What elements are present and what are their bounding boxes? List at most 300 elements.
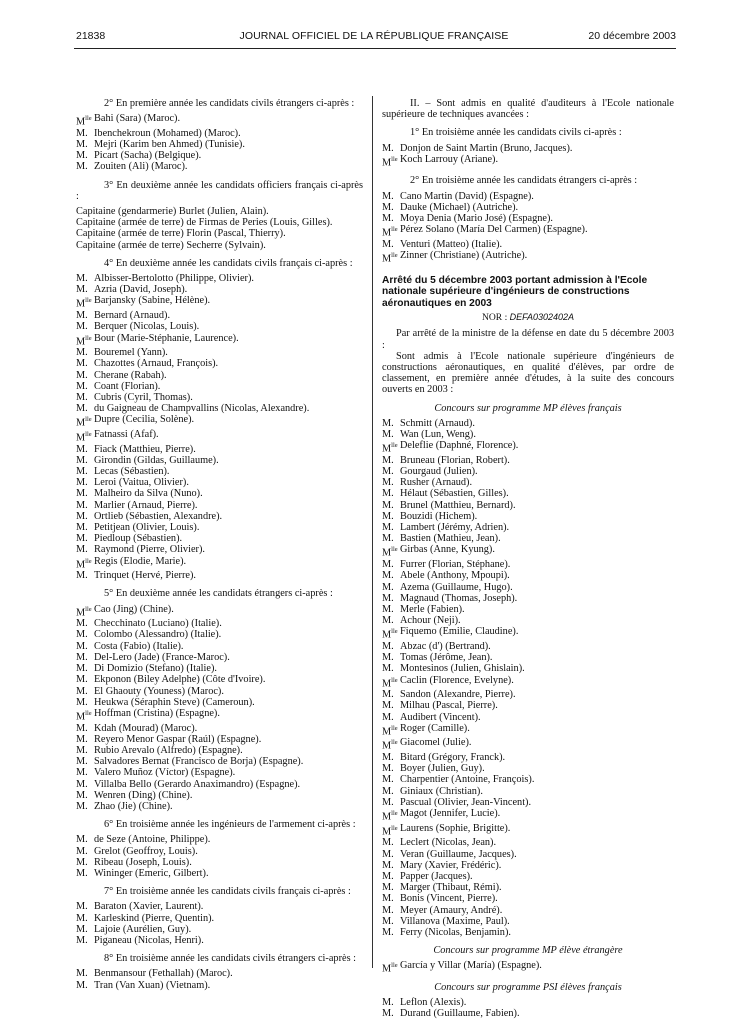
list-item	[382, 808, 674, 823]
person-name: Bitard (Grégory, Franck).	[400, 752, 506, 764]
civility-title: M.	[76, 533, 88, 545]
list-item	[76, 139, 363, 150]
person-name: Salvadores Bernat (Francisco de Borja) (Espagne).	[94, 756, 304, 768]
civility-title: M.	[382, 711, 394, 723]
civility-title: M.	[382, 1008, 394, 1020]
civility-title: M.	[382, 926, 394, 938]
list-item	[382, 1008, 674, 1019]
person-name: Picart (Sacha) (Belgique).	[94, 150, 202, 162]
civility-title: M.	[382, 615, 394, 627]
person-name: Villalba Bello (Gerardo Anaximandro) (Espagne).	[94, 778, 301, 790]
person-name: Ortlieb (Sébastien, Alexandre).	[94, 510, 223, 522]
civility-title: M.	[76, 722, 88, 734]
civility-title: M.	[76, 284, 88, 296]
civility-title: M.	[76, 273, 88, 285]
civility-title: M.	[76, 347, 88, 359]
civility-title: M.	[76, 618, 88, 630]
list-item	[382, 418, 674, 429]
list-item	[76, 857, 363, 868]
civility-title: M.	[76, 570, 88, 582]
person-name: Hoffman (Cristina) (Espagne).	[94, 707, 220, 719]
person-name: Zouiten (Ali) (Maroc).	[94, 161, 188, 173]
person-name: Wininger (Emeric, Gilbert).	[94, 867, 209, 879]
person-name: Ibenchekroun (Mohamed) (Maroc).	[94, 127, 241, 139]
civility-title: M.	[382, 689, 394, 701]
list-item	[76, 779, 363, 790]
person-name: Pérez Solano (María Del Carmen) (Espagne).	[400, 224, 588, 236]
person-name: Valero Muñoz (Víctor) (Espagne).	[94, 767, 236, 779]
list-item	[382, 544, 674, 559]
person-name: Bernard (Arnaud).	[94, 310, 171, 322]
person-name: Boyer (Julien, Guy).	[400, 763, 485, 775]
civility-title: M.	[76, 139, 88, 151]
list-item	[382, 582, 674, 593]
person-name: Marlier (Arnaud, Pierre).	[94, 499, 198, 511]
person-name: Leclert (Nicolas, Jean).	[400, 837, 497, 849]
civility-title: M.	[382, 652, 394, 664]
civility-title: M.	[76, 161, 88, 173]
list-item	[382, 797, 674, 808]
person-name: Ferry (Nicolas, Benjamin).	[400, 926, 511, 938]
civility-title: M.	[76, 454, 88, 466]
civility-title: M.	[382, 417, 394, 429]
civility-title: $M^{lle}$	[382, 810, 398, 823]
civility-title: M.	[76, 934, 88, 946]
list-item	[76, 161, 363, 172]
person-name: Tomas (Jérôme, Jean).	[400, 652, 493, 664]
person-name: Trinquet (Hervé, Pierre).	[94, 570, 196, 582]
person-name: Albisser-Bertolotto (Philippe, Olivier).	[94, 273, 254, 285]
person-name: Donjon de Saint Martin (Bruno, Jacques).	[400, 142, 573, 154]
civility-title: M.	[382, 763, 394, 775]
civility-title: M.	[76, 499, 88, 511]
list-item	[76, 674, 363, 685]
list-item	[76, 347, 363, 358]
civility-title: $M^{lle}$	[76, 430, 92, 444]
section-heading: Concours sur programme MP élèves français	[434, 402, 622, 414]
person-name: Giacomel (Julie).	[400, 737, 472, 749]
civility-title: M.	[76, 767, 88, 779]
person-name: Meyer (Amaury, André).	[400, 904, 503, 916]
list-item	[76, 723, 363, 734]
person-name: Abzac (d') (Bertrand).	[400, 640, 491, 652]
civility-title: M.	[76, 522, 88, 534]
list-item	[76, 403, 363, 414]
civility-title: $M^{lle}$	[382, 739, 398, 752]
person-name: Cherane (Rabah).	[94, 369, 167, 381]
civility-title: M.	[382, 997, 394, 1009]
civility-title: M.	[382, 533, 394, 545]
list-item	[76, 429, 363, 444]
person-name: Chazottes (Arnaud, François).	[94, 358, 219, 370]
civility-title: M.	[382, 603, 394, 615]
civility-title: $M^{lle}$	[76, 557, 92, 571]
civility-title: M.	[382, 893, 394, 905]
civility-title: M.	[382, 774, 394, 786]
list-item	[76, 370, 363, 381]
civility-title: M.	[76, 663, 88, 675]
civility-title: M.	[76, 674, 88, 686]
list-item	[76, 392, 363, 403]
list-item	[382, 213, 674, 224]
person-name: Tran (Van Xuan) (Vietnam).	[94, 979, 211, 991]
person-name: Venturi (Matteo) (Italie).	[400, 238, 503, 250]
civility-title: M.	[76, 369, 88, 381]
list-item	[382, 723, 674, 738]
journal-title: JOURNAL OFFICIEL DE LA RÉPUBLIQUE FRANÇAISE	[239, 30, 509, 42]
person-name: Magot (Jennifer, Lucie).	[400, 808, 501, 820]
list-item	[76, 686, 363, 697]
list-item	[382, 559, 674, 570]
person-name: Piganeau (Nicolas, Henri).	[94, 934, 204, 946]
civility-title: M.	[76, 477, 88, 489]
nor-label: NOR :	[481, 312, 508, 324]
list-item	[382, 604, 674, 615]
civility-title: M.	[76, 856, 88, 868]
person-name: Magnaud (Thomas, Joseph).	[400, 592, 518, 604]
person-name: Lajoie (Aurélien, Guy).	[94, 923, 192, 935]
list-item	[76, 273, 363, 284]
person-name: Cubris (Cyril, Thomas).	[94, 391, 193, 403]
civility-title: M.	[382, 522, 394, 534]
person-name: Pascual (Olivier, Jean-Vincent).	[400, 796, 532, 808]
page-number: 21838	[76, 30, 106, 42]
auditeurs-intro: II. – Sont admis en qualité d'auditeurs à l'Ecole nationale supérieure de techniques avancées :	[382, 98, 674, 121]
list-item	[76, 570, 363, 581]
civility-title: M.	[76, 391, 88, 403]
list-item	[382, 593, 674, 604]
list-item	[382, 191, 674, 202]
list-item	[76, 790, 363, 801]
person-name: Sandon (Alexandre, Pierre).	[400, 689, 516, 701]
list-item	[382, 522, 674, 533]
list-item	[76, 310, 363, 321]
person-name: Bouremel (Yann).	[94, 347, 168, 359]
civility-title: M.	[382, 190, 394, 202]
section-heading: 4° En deuxième année les candidats civils français ci-après :	[104, 257, 353, 269]
list-item	[76, 511, 363, 522]
person-name: Rubio Arevalo (Alfredo) (Espagne).	[94, 744, 243, 756]
list-item	[382, 455, 674, 466]
list-item	[76, 846, 363, 857]
civility-title: M.	[76, 629, 88, 641]
list-item	[382, 626, 674, 641]
civility-title: M.	[76, 321, 88, 333]
left-column	[76, 98, 363, 991]
person-name: Dauke (Michael) (Autriche).	[400, 201, 519, 213]
list-item	[76, 488, 363, 499]
list-item	[382, 615, 674, 626]
civility-title: M.	[76, 800, 88, 812]
person-name: Azria (David, Joseph).	[94, 284, 188, 296]
person-name: Kdah (Mourad) (Maroc).	[94, 722, 198, 734]
page-header	[0, 30, 748, 46]
civility-title: M.	[382, 663, 394, 675]
list-item	[382, 154, 674, 169]
person-name: Piedloup (Sébastien).	[94, 533, 183, 545]
list-item	[76, 980, 363, 991]
list-item	[382, 689, 674, 700]
list-item	[382, 849, 674, 860]
person-name: Giniaux (Christian).	[400, 785, 483, 797]
civility-title: M.	[76, 733, 88, 745]
list-item	[76, 924, 363, 935]
person-name: Benmansour (Fethallah) (Maroc).	[94, 968, 233, 980]
section-heading: 1° En troisième année les candidats civils ci-après :	[410, 127, 622, 139]
person-name: Bonis (Vincent, Pierre).	[400, 893, 498, 905]
person-name: Lambert (Jérémy, Adrien).	[400, 522, 510, 534]
civility-title: $M^{lle}$	[382, 962, 398, 975]
civility-title: M.	[76, 150, 88, 162]
civility-title: M.	[382, 559, 394, 571]
column-separator	[372, 96, 373, 968]
list-item	[382, 960, 674, 975]
list-item	[382, 224, 674, 239]
section-heading: 8° En troisième année les candidats civils étrangers ci-après :	[104, 953, 357, 965]
civility-title: M.	[382, 785, 394, 797]
person-name: Gourgaud (Julien).	[400, 466, 478, 478]
civility-title: M.	[382, 142, 394, 154]
civility-title: $M^{lle}$	[76, 709, 92, 723]
person-name: Montesinos (Julien, Ghislain).	[400, 663, 525, 675]
civility-title: M.	[76, 651, 88, 663]
person-name: Ribeau (Joseph, Louis).	[94, 856, 192, 868]
civility-title: M.	[76, 744, 88, 756]
person-name: Marger (Thibaut, Rémi).	[400, 882, 502, 894]
person-name: García y Villar (María) (Espagne).	[400, 960, 542, 972]
civility-title: $M^{lle}$	[76, 334, 92, 347]
list-item	[382, 774, 674, 785]
list-item	[382, 202, 674, 213]
civility-title: M.	[382, 499, 394, 511]
civility-title: M.	[76, 756, 88, 768]
civility-title: $M^{lle}$	[382, 546, 398, 559]
person-name: Mejri (Karim ben Ahmed) (Tunisie).	[94, 139, 245, 151]
list-item	[76, 321, 363, 332]
list-item	[76, 295, 363, 310]
person-name: Berquer (Nicolas, Louis).	[94, 321, 200, 333]
civility-title: M.	[76, 979, 88, 991]
list-item	[382, 712, 674, 723]
civility-title: $M^{lle}$	[76, 416, 92, 429]
list-item	[382, 641, 674, 652]
list-item	[76, 544, 363, 555]
civility-title: M.	[382, 429, 394, 441]
civility-title: M.	[382, 581, 394, 593]
civility-title: M.	[76, 912, 88, 924]
list-item	[76, 414, 363, 429]
section-heading: Concours sur programme MP élève étrangère	[433, 945, 623, 957]
section-heading: 2° En première année les candidats civils étrangers ci-après :	[104, 98, 355, 109]
civility-title: $M^{lle}$	[382, 676, 398, 689]
section-heading: Concours sur programme PSI élèves français	[434, 981, 622, 993]
civility-title: M.	[76, 845, 88, 857]
person-name: Merle (Fabien).	[400, 603, 465, 615]
person-name: Baraton (Xavier, Laurent).	[94, 901, 204, 913]
nor-code: DEFA0302402A	[509, 312, 575, 323]
civility-title: M.	[382, 477, 394, 489]
person-name: Laurens (Sophie, Brigitte).	[400, 822, 511, 834]
person-name: Del-Lero (Jade) (France-Maroc).	[94, 651, 230, 663]
person-name: Durand (Guillaume, Fabien).	[400, 1008, 520, 1020]
list-item	[76, 604, 363, 619]
list-item	[382, 488, 674, 499]
civility-title: M.	[382, 859, 394, 871]
person-name: Veran (Guillaume, Jacques).	[400, 848, 517, 860]
civility-title: $M^{lle}$	[76, 115, 92, 128]
person-name: Abele (Anthony, Mpoupi).	[400, 570, 510, 582]
list-item	[382, 675, 674, 690]
person-name: Colombo (Alessandro) (Italie).	[94, 629, 222, 641]
civility-title: M.	[76, 380, 88, 392]
list-item	[76, 358, 363, 369]
list-item	[382, 500, 674, 511]
civility-title: M.	[76, 488, 88, 500]
civility-title: $M^{lle}$	[382, 628, 398, 641]
person-name: du Gaigneau de Champvallins (Nicolas, Alexandre).	[94, 403, 310, 415]
list-item	[76, 935, 363, 946]
section-heading: 7° En troisième année les candidats civils français ci-après :	[104, 886, 351, 898]
civility-title: M.	[382, 238, 394, 250]
person-name: Regis (Elodie, Marie).	[94, 555, 187, 567]
person-name: Heukwa (Séraphin Steve) (Cameroun).	[94, 696, 255, 708]
person-name: Lecas (Sébastien).	[94, 466, 170, 477]
civility-title: M.	[76, 310, 88, 322]
person-name: Fatnassi (Afaf).	[94, 428, 159, 440]
person-name: Bastien (Mathieu, Jean).	[400, 533, 501, 545]
list-item	[382, 837, 674, 848]
list-item	[76, 801, 363, 812]
person-name: Roger (Camille).	[400, 722, 470, 734]
section-heading: 2° En troisième année les candidats étrangers ci-après :	[410, 175, 638, 187]
arrete-paragraph-1: Par arrêté de la ministre de la défense en date du 5 décembre 2003 :	[382, 328, 674, 351]
civility-title: $M^{lle}$	[382, 226, 398, 239]
section-heading: 5° En deuxième année les candidats étrangers ci-après :	[104, 588, 333, 600]
person-name: Dupre (Cecilia, Solène).	[94, 414, 195, 426]
list-item	[76, 477, 363, 488]
list-item	[76, 466, 363, 477]
list-item	[76, 150, 363, 161]
civility-title: M.	[382, 640, 394, 652]
person-name: Caclin (Florence, Evelyne).	[400, 674, 514, 686]
civility-title: M.	[382, 201, 394, 213]
civility-title: M.	[382, 510, 394, 522]
civility-title: M.	[76, 778, 88, 790]
person-name: Cano Martin (David) (Espagne).	[400, 190, 534, 202]
list-item	[76, 641, 363, 652]
section-heading: 3° En deuxième année les candidats officiers français ci-après :	[76, 179, 363, 202]
section-heading: 6° En troisième année les ingénieurs de l'armement ci-après :	[104, 819, 356, 831]
person-name: Ekponon (Biley Adelphe) (Côte d'Ivoire).	[94, 674, 266, 686]
person-name: Mary (Xavier, Frédéric).	[400, 859, 502, 871]
civility-title: M.	[76, 443, 88, 455]
civility-title: M.	[382, 752, 394, 764]
issue-date: 20 décembre 2003	[588, 30, 676, 42]
list-item	[382, 250, 674, 265]
list-item	[382, 737, 674, 752]
civility-title: M.	[382, 570, 394, 582]
person-name: Achour (Neji).	[400, 615, 461, 627]
list-item	[382, 905, 674, 916]
list-item: Capitaine (gendarmerie) Burlet (Julien, Alain).	[76, 206, 269, 218]
list-item	[76, 455, 363, 466]
person-name: Reyero Menor Gaspar (Raúl) (Espagne).	[94, 733, 262, 745]
civility-title: M.	[76, 834, 88, 846]
civility-title: $M^{lle}$	[382, 824, 398, 838]
person-name: Zinner (Christiane) (Autriche).	[400, 250, 528, 262]
person-name: Girbas (Anne, Kyung).	[400, 544, 495, 556]
list-item	[76, 444, 363, 455]
civility-title: M.	[76, 640, 88, 652]
list-item	[382, 997, 674, 1008]
list-item	[76, 284, 363, 295]
person-name: Furrer (Florian, Stéphane).	[400, 559, 511, 571]
person-name: Milhau (Pascal, Pierre).	[400, 700, 498, 712]
list-item	[76, 913, 363, 924]
auditeurs-sections	[382, 127, 674, 264]
person-name: Rusher (Arnaud).	[400, 477, 473, 489]
list-item	[382, 440, 674, 455]
person-name: Hélaut (Sébastien, Gilles).	[400, 488, 509, 500]
civility-title: M.	[382, 488, 394, 500]
person-name: Fiack (Matthieu, Pierre).	[94, 443, 196, 455]
list-item	[382, 927, 674, 938]
civility-title: M.	[382, 700, 394, 712]
list-item	[76, 113, 363, 128]
list-item	[76, 697, 363, 708]
civility-title: M.	[76, 685, 88, 697]
civility-title: M.	[76, 544, 88, 556]
person-name: Bruneau (Florian, Robert).	[400, 454, 510, 466]
civility-title: M.	[382, 837, 394, 849]
civility-title: M.	[382, 870, 394, 882]
person-name: Villanova (Maxime, Paul).	[400, 915, 510, 927]
list-item	[382, 477, 674, 488]
person-name: Checchinato (Luciano) (Italie).	[94, 618, 222, 630]
civility-title: M.	[76, 901, 88, 913]
list-item	[76, 629, 363, 640]
person-name: de Seze (Antoine, Philippe).	[94, 834, 211, 846]
person-name: Barjansky (Sabine, Hélène).	[94, 295, 211, 307]
list-item	[76, 708, 363, 723]
list-item: Capitaine (armée de terre) Secherre (Sylvain).	[76, 239, 266, 251]
civility-title: M.	[76, 466, 88, 477]
civility-title: M.	[76, 696, 88, 708]
person-name: Costa (Fabio) (Italie).	[94, 640, 184, 652]
person-name: Koch Larrouy (Ariane).	[400, 153, 499, 165]
person-name: Bour (Marie-Stéphanie, Laurence).	[94, 332, 239, 344]
person-name: Bahi (Sara) (Maroc).	[94, 113, 181, 125]
header-rule	[74, 48, 676, 49]
list-item	[382, 786, 674, 797]
civility-title: M.	[76, 789, 88, 801]
list-item	[76, 381, 363, 392]
person-name: Petitjean (Olivier, Louis).	[94, 522, 200, 534]
person-name: Karleskind (Pierre, Quentin).	[94, 912, 215, 924]
civility-title: M.	[382, 592, 394, 604]
person-name: Wan (Lun, Weng).	[400, 429, 476, 441]
list-item	[76, 128, 363, 139]
list-item	[382, 752, 674, 763]
nor-reference	[382, 312, 674, 323]
arrete-title: Arrêté du 5 décembre 2003 portant admission à l'Ecole nationale supérieure d'ingénieurs de constructions aéronautiques en 2003	[382, 274, 648, 309]
concours-list	[382, 403, 674, 1020]
person-name: Coant (Florian).	[94, 380, 161, 392]
civility-title: M.	[76, 403, 88, 415]
list-item	[382, 239, 674, 250]
person-name: Leroi (Vaitua, Olivier).	[94, 477, 189, 489]
list-item: Capitaine (armée de terre) de Firmas de Peries (Louis, Gilles).	[76, 217, 333, 229]
